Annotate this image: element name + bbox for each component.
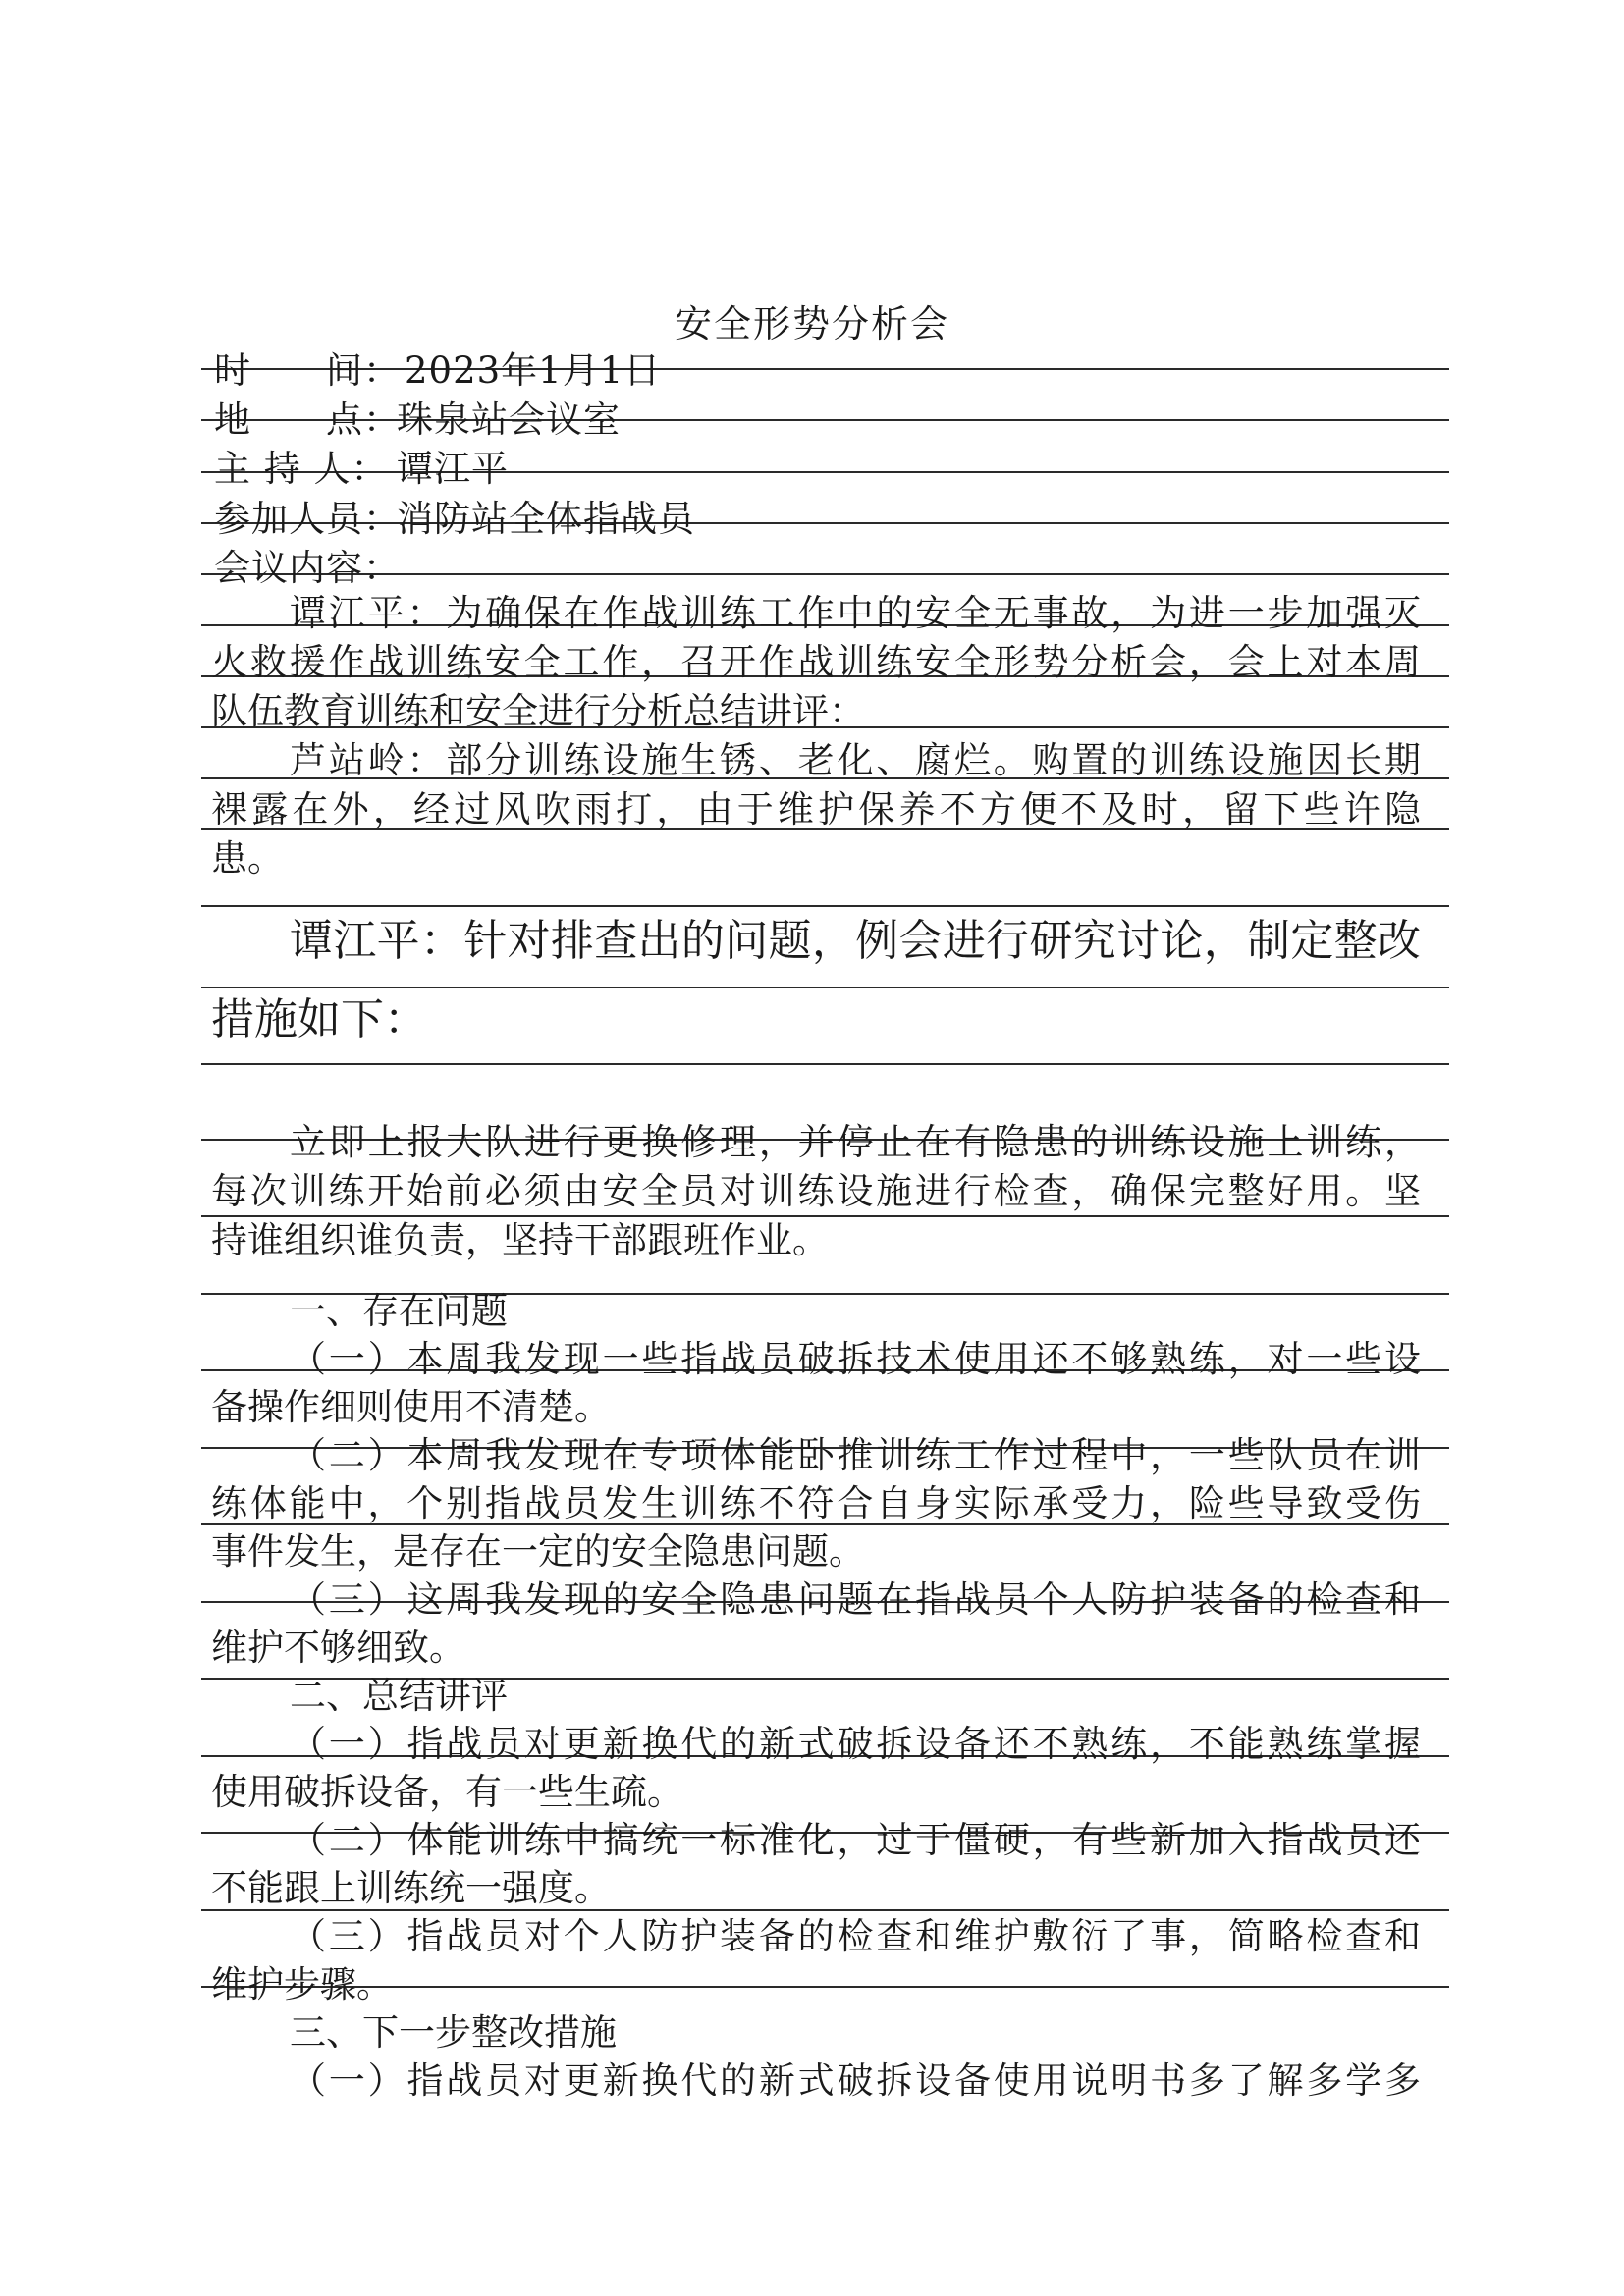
paragraph-line: 芦站岭：部分训练设施生锈、老化、腐烂。购置的训练设施因长期 xyxy=(290,739,1421,781)
paragraph-line: 立即上报大队进行更换修理，并停止在有隐患的训练设施上训练， xyxy=(290,1121,1421,1163)
paragraph-line: 火救援作战训练安全工作，召开作战训练安全形势分析会，会上对本周 xyxy=(211,641,1421,683)
time-value: 2023年1月1日 xyxy=(405,349,662,392)
paragraph-line: 持谁组织谁负责，坚持干部跟班作业。 xyxy=(211,1219,829,1261)
paragraph-line: （三）指战员对个人防护装备的检查和维护敷衍了事，简略检查和 xyxy=(290,1915,1421,1957)
paragraph-line: （一）本周我发现一些指战员破拆技术使用还不够熟练，对一些设 xyxy=(290,1338,1421,1380)
paragraph-line: 维护步骤。 xyxy=(211,1963,393,2005)
document-title: 安全形势分析会 xyxy=(674,302,949,346)
paragraph-line: （三）这周我发现的安全隐患问题在指战员个人防护装备的检查和 xyxy=(290,1578,1421,1621)
section-heading: 三、下一步整改措施 xyxy=(290,2011,617,2054)
paragraph-line: 谭江平：为确保在作战训练工作中的安全无事故，为进一步加强灭 xyxy=(290,592,1421,634)
content-label: 会议内容： xyxy=(214,547,401,589)
attendees-label: 参加人员： xyxy=(214,498,401,540)
section-heading: 一、存在问题 xyxy=(290,1290,508,1332)
paragraph-line: 裸露在外，经过风吹雨打，由于维护保养不方便不及时，留下些许隐 xyxy=(211,788,1421,830)
paragraph-line: 使用破拆设备，有一些生疏。 xyxy=(211,1771,683,1813)
paragraph-line: 每次训练开始前必须由安全员对训练设施进行检查，确保完整好用。坚 xyxy=(211,1170,1421,1212)
paragraph-line: （二）本周我发现在专项体能卧推训练工作过程中，一些队员在训 xyxy=(290,1434,1421,1476)
paragraph-line: （二）体能训练中搞统一标准化，过于僵硬，有些新加入指战员还 xyxy=(290,1819,1421,1861)
place-label: 地 点： xyxy=(214,399,401,441)
paragraph-line: 谭江平：针对排查出的问题，例会进行研究讨论，制定整改 xyxy=(290,916,1421,966)
paragraph-line: 事件发生，是存在一定的安全隐患问题。 xyxy=(211,1530,865,1573)
paragraph-line: 备操作细则使用不清楚。 xyxy=(211,1386,611,1428)
paragraph-line: 队伍教育训练和安全进行分析总结讲评： xyxy=(211,690,865,732)
paragraph-line: （一）指战员对更新换代的新式破拆设备还不熟练，不能熟练掌握 xyxy=(290,1723,1421,1765)
section-heading: 二、总结讲评 xyxy=(290,1675,508,1717)
paragraph-line: 练体能中，个别指战员发生训练不符合自身实际承受力，险些导致受伤 xyxy=(211,1482,1421,1524)
host-value: 谭江平 xyxy=(397,448,509,490)
time-label: 时 间： xyxy=(214,349,401,392)
attendees-value: 消防站全体指战员 xyxy=(397,498,695,540)
paragraph-line: 患。 xyxy=(211,837,284,880)
paragraph-line: （一）指战员对更新换代的新式破拆设备使用说明书多了解多学多 xyxy=(290,2059,1421,2102)
paragraph-line: 不能跟上训练统一强度。 xyxy=(211,1867,611,1909)
place-value: 珠泉站会议室 xyxy=(397,399,621,441)
paragraph-line: 措施如下： xyxy=(211,994,427,1044)
paragraph-line: 维护不够细致。 xyxy=(211,1627,465,1669)
host-label: 主 持 人： xyxy=(214,448,389,490)
